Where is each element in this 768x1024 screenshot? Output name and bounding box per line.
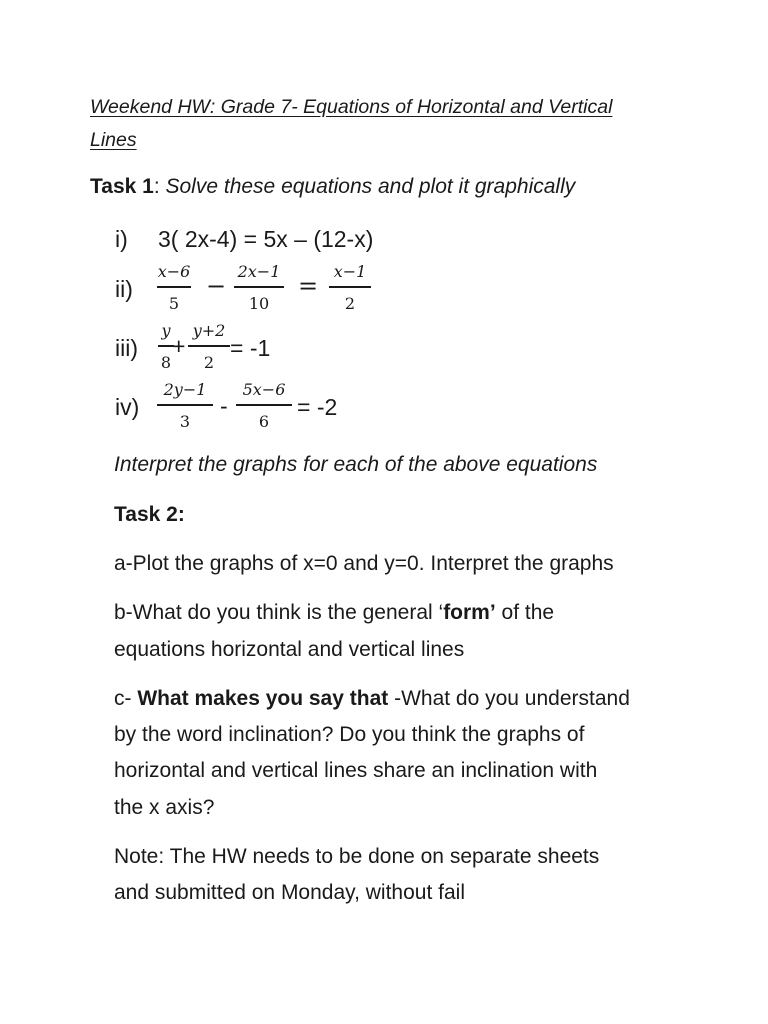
task2-b-line-2: equations horizontal and vertical lines xyxy=(114,638,465,661)
equation-iv-fraction-2-denominator: 6 xyxy=(258,411,270,431)
document-title-line-2: Lines xyxy=(90,129,137,151)
task2-a: a-Plot the graphs of x=0 and y=0. Interpret the graphs xyxy=(114,552,614,575)
task1-instruction: Solve these equations and plot it graphically xyxy=(165,175,576,198)
equation-iii-plus: + xyxy=(172,333,186,359)
task2-heading: Task 2: xyxy=(114,503,185,526)
task2-c-bold: What makes you say that xyxy=(137,687,389,710)
equation-i-text: 3( 2x-4) = 5x – (12-x) xyxy=(158,226,374,252)
equation-iii-fraction-1-numerator: y xyxy=(161,321,171,340)
task1-heading: Task 1 xyxy=(90,175,154,198)
equation-ii-equals: = xyxy=(298,272,319,300)
equation-iv-minus: - xyxy=(220,393,228,419)
equation-iv-fraction-1-numerator: 2y−1 xyxy=(163,380,207,399)
task2-c-line-1 xyxy=(114,687,630,711)
equation-iii-fraction-2-denominator: 2 xyxy=(203,352,215,372)
equation-ii-fraction-3-numerator: x−1 xyxy=(333,262,367,281)
task2-c-line-4: the x axis? xyxy=(114,796,215,819)
equation-ii-fraction-2-denominator: 10 xyxy=(248,293,270,313)
task2-c-line-2: by the word inclination? Do you think the graphs of xyxy=(114,723,585,746)
document-title-line-1: Weekend HW: Grade 7- Equations of Horizontal and Vertical xyxy=(90,96,613,118)
equation-iii-fraction-2-numerator: y+2 xyxy=(192,321,226,340)
equation-iii-rhs: = -1 xyxy=(230,335,271,361)
equation-i-label: i) xyxy=(115,226,128,252)
equation-ii-fraction-1-denominator: 5 xyxy=(168,293,180,313)
task1-colon: : xyxy=(153,175,166,198)
equation-ii-fraction-1 xyxy=(157,262,191,314)
fraction-bar xyxy=(157,404,213,406)
fraction-bar xyxy=(188,345,230,347)
equation-iv-fraction-1-denominator: 3 xyxy=(179,411,191,431)
equation-ii-fraction-1-numerator: x−6 xyxy=(157,262,191,281)
fraction-bar xyxy=(236,404,292,406)
equation-ii-fraction-3 xyxy=(329,262,371,314)
fraction-bar xyxy=(157,286,191,288)
task2-b-bold: form’ xyxy=(443,601,496,624)
task2-c-line-3: horizontal and vertical lines share an inclination with xyxy=(114,759,598,782)
task2-c-pre: c- xyxy=(114,687,138,710)
equation-iv-rhs: = -2 xyxy=(297,394,338,420)
equation-iii-label: iii) xyxy=(115,335,138,361)
equation-ii-label: ii) xyxy=(115,276,133,302)
equation-ii-fraction-2 xyxy=(234,262,284,314)
note-line-2: and submitted on Monday, without fail xyxy=(114,881,465,904)
equation-ii-fraction-2-numerator: 2x−1 xyxy=(237,262,281,281)
fraction-bar xyxy=(234,286,284,288)
task2-b-pre: b-What do you think is the general ‘ xyxy=(114,601,444,624)
task2-c-post: -What do you understand xyxy=(388,687,630,710)
equation-iii-fraction-1-denominator: 8 xyxy=(160,352,172,372)
equation-iv-fraction-2 xyxy=(236,380,292,432)
equation-iv-fraction-1 xyxy=(157,380,213,432)
task2-b-line-1 xyxy=(114,601,554,625)
equation-iv-fraction-2-numerator: 5x−6 xyxy=(242,380,286,399)
equation-iii-fraction-2 xyxy=(188,321,230,373)
task1-heading-line xyxy=(90,175,575,199)
task2-b-post: of the xyxy=(495,601,555,624)
equation-ii-fraction-3-denominator: 2 xyxy=(344,293,356,313)
task1-interpret: Interpret the graphs for each of the above equations xyxy=(114,453,598,476)
fraction-bar xyxy=(329,286,371,288)
equation-ii-minus: − xyxy=(206,272,227,300)
equation-iv-label: iv) xyxy=(115,394,140,420)
note-line-1: Note: The HW needs to be done on separate sheets xyxy=(114,845,600,868)
